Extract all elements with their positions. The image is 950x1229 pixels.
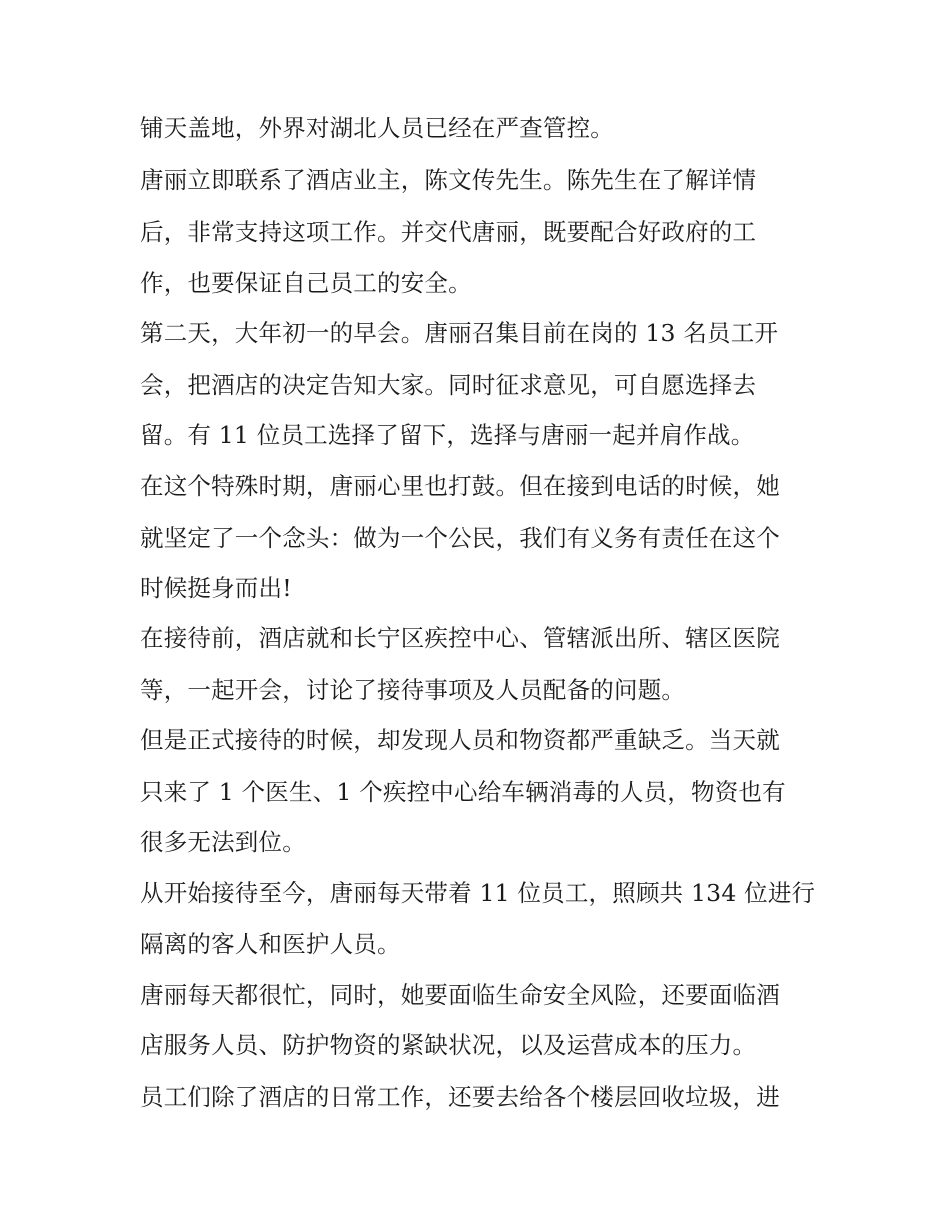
text-line: 后，非常支持这项工作。并交代唐丽，既要配合好政府的工	[140, 218, 757, 246]
text-line: 等，一起开会，讨论了接待事项及人员配备的问题。	[140, 676, 686, 704]
text-line: 从开始接待至今，唐丽每天带着 11 位员工，照顾共 134 位进行	[140, 879, 816, 907]
text-line: 隔离的客人和医护人员。	[140, 930, 401, 958]
text-line: 作，也要保证自己员工的安全。	[140, 269, 472, 297]
text-line: 第二天，大年初一的早会。唐丽召集目前在岗的 13 名员工开	[140, 319, 779, 347]
text-line: 就坚定了一个念头：做为一个公民，我们有义务有责任在这个	[140, 524, 780, 552]
text-line: 员工们除了酒店的日常工作，还要去给各个楼层回收垃圾，进	[140, 1083, 780, 1111]
text-line: 留。有 11 位员工选择了留下，选择与唐丽一起并肩作战。	[140, 421, 755, 449]
text-line: 店服务人员、防护物资的紧缺状况，以及运营成本的压力。	[140, 1031, 757, 1059]
text-line: 铺天盖地，外界对湖北人员已经在严查管控。	[140, 114, 614, 142]
text-line: 会，把酒店的决定告知大家。同时征求意见，可自愿选择去	[140, 371, 757, 399]
text-line: 只来了 1 个医生、1 个疾控中心给车辆消毒的人员，物资也有	[140, 778, 786, 806]
text-line: 在这个特殊时期，唐丽心里也打鼓。但在接到电话的时候，她	[140, 472, 780, 500]
text-line: 唐丽每天都很忙，同时，她要面临生命安全风险，还要面临酒	[140, 981, 780, 1009]
text-line: 时候挺身而出!	[140, 574, 292, 602]
text-line: 唐丽立即联系了酒店业主，陈文传先生。陈先生在了解详情	[140, 166, 757, 194]
text-line: 在接待前，酒店就和长宁区疾控中心、管辖派出所、辖区医院	[140, 624, 780, 652]
text-line: 但是正式接待的时候，却发现人员和物资都严重缺乏。当天就	[140, 726, 780, 754]
text-line: 很多无法到位。	[140, 828, 306, 856]
